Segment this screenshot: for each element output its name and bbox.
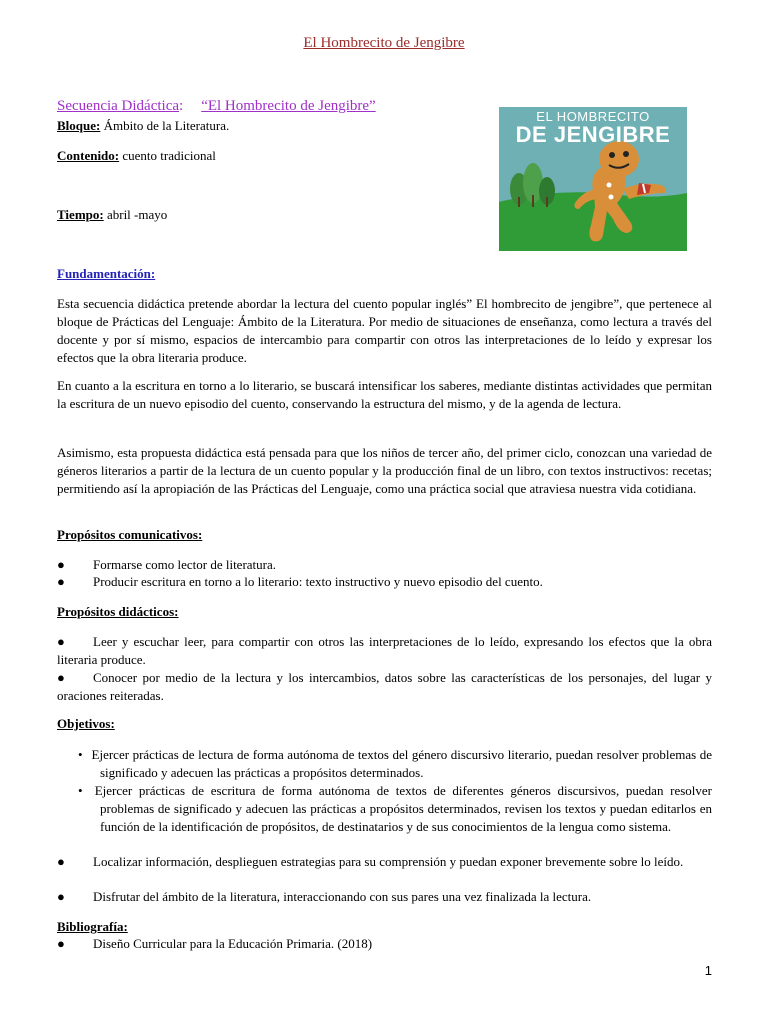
list-item-text: Diseño Curricular para la Educación Primaria. (2018) — [93, 936, 373, 951]
list-item-text: Producir escritura en torno a lo literario: texto instructivo y nuevo episodio del cuento. — [93, 574, 543, 589]
sequence-heading — [57, 98, 376, 115]
fundamentacion-paragraph-3: Asimismo, esta propuesta didáctica está pensada para que los niños de tercer año, del primer ciclo, conozcan una variedad de géneros literarios a partir de la lectura de un cuento popular y la producción final de un libro, con textos instructivos: recetas; permitiendo así la apropiación de las Prácticas del Lenguaje, como una práctica social que atraviesa nuestra vida cotidiana. — [57, 445, 712, 496]
cover-title-line2: DE JENGIBRE — [515, 122, 671, 147]
fundamentacion-paragraph-2: En cuanto a la escritura en torno a lo literario, se buscará intensificar los saberes, mediante distintas actividades que permitan la escritura de un nuevo episodio del cuento, conservando la estructura del mismo, y de la agenda de lectura. — [57, 378, 712, 411]
cover-title-line1: EL HOMBRECITO — [536, 109, 650, 124]
list-item — [57, 888, 712, 906]
bullet: ● — [57, 574, 65, 589]
list-item — [57, 573, 712, 591]
contenido-field — [57, 148, 216, 164]
bullet: ● — [57, 670, 65, 685]
bullet: ● — [57, 854, 65, 869]
bloque-field — [57, 118, 229, 134]
contenido-value: cuento tradicional — [119, 148, 216, 163]
propositos-comunicativos-heading: Propósitos comunicativos: — [57, 527, 203, 542]
bloque-label: Bloque: — [57, 118, 101, 133]
list-item — [57, 935, 712, 953]
bullet: ● — [57, 889, 65, 904]
sequence-label: Secuencia Didáctica — [57, 98, 180, 114]
fundamentacion-heading: Fundamentación: — [57, 266, 156, 281]
tiempo-label: Tiempo: — [57, 207, 104, 222]
propositos-didacticos-heading: Propósitos didácticos: — [57, 604, 179, 619]
tiempo-field — [57, 207, 167, 223]
list-item-text: Disfrutar del ámbito de la literatura, interaccionando con sus pares una vez finalizada la lectura. — [93, 889, 592, 904]
list-item — [57, 633, 712, 669]
bullet: ● — [57, 634, 65, 649]
book-cover-image — [499, 107, 687, 251]
sub-bullet: • — [78, 783, 83, 798]
list-item — [78, 746, 712, 782]
list-item — [57, 853, 712, 871]
contenido-label: Contenido: — [57, 148, 120, 163]
list-item-text: Ejercer prácticas de escritura de forma autónoma de textos de diferentes géneros discursivos, puedan resolver problemas de significado y adecuen las prácticas a propósitos determinados, revisen los textos y puedan editarlos en función de la identificación de propósitos, de destinatarios y de sus conocimientos de la lengua como sistema. — [94, 783, 712, 834]
bibliografia-heading: Bibliografía: — [57, 919, 128, 934]
list-item-text: Ejercer prácticas de lectura de forma autónoma de textos del género discursivo literario, puedan resolver problemas de significado y adecuen las prácticas a propósitos determinados. — [91, 747, 713, 780]
list-item — [57, 556, 712, 574]
list-item-text: Conocer por medio de la lectura y los intercambios, datos sobre las características de los personajes, del lugar y oraciones reiteradas. — [57, 670, 712, 703]
list-item-text: Localizar información, desplieguen estrategias para su comprensión y puedan exponer brevemente sobre lo leído. — [93, 854, 684, 869]
list-item-text: Leer y escuchar leer, para compartir con otros las interpretaciones de lo leído, expresando los efectos que la obra literaria produce. — [57, 634, 712, 667]
sequence-colon: : — [179, 98, 184, 114]
bloque-value: Ámbito de la Literatura. — [100, 118, 230, 133]
bullet: ● — [57, 936, 65, 951]
page-number: 1 — [704, 963, 712, 978]
sub-bullet: • — [78, 747, 83, 762]
objetivos-heading: Objetivos: — [57, 716, 115, 731]
fundamentacion-paragraph-1: Esta secuencia didáctica pretende abordar la lectura del cuento popular inglés” El hombrecito de jengibre”, que pertenece al bloque de Prácticas del Lenguaje: Ámbito de la Literatura. Por medio de situaciones de enseñanza, como lectura a través del docente y por sí mismo, espacios de intercambio para compartir con otros las interpretaciones de lo leído y expresar los efectos que la obra literaria produce. — [57, 296, 712, 365]
list-item — [57, 669, 712, 705]
sequence-name: “El Hombrecito de Jengibre” — [201, 98, 376, 114]
tiempo-value: abril -mayo — [103, 207, 168, 222]
document-title: El Hombrecito de Jengibre — [303, 35, 465, 51]
list-item — [78, 782, 712, 836]
bullet: ● — [57, 557, 65, 572]
list-item-text: Formarse como lector de literatura. — [93, 557, 277, 572]
